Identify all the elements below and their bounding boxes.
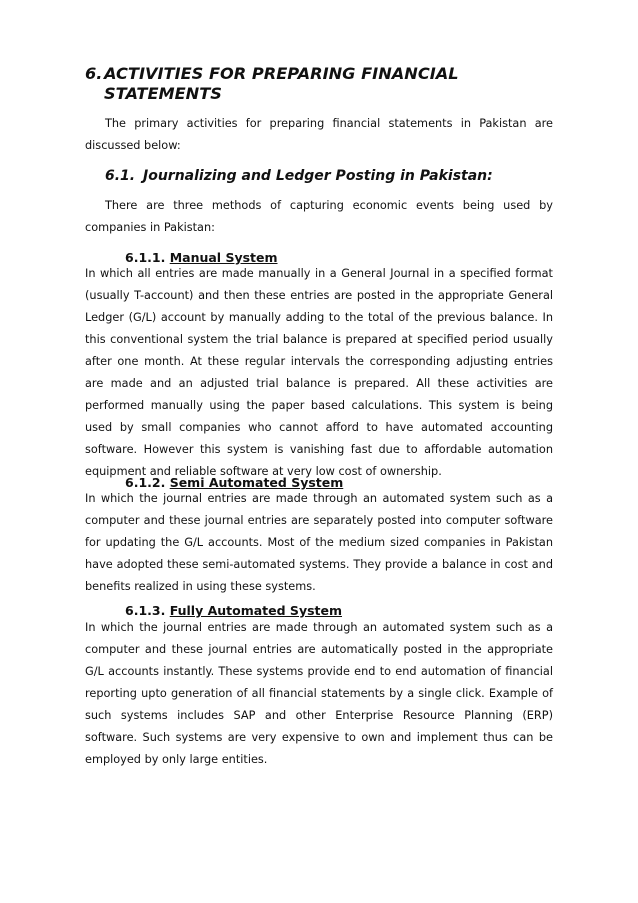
- fully-automated-system-paragraph: In which the journal entries are made through an automated system such as a computer and these journal entries are automatically posted in the appropriate G/L accounts instantly. These systems provide end to end automation of financial reporting upto generation of all financial statements by a single click. Example of such systems includes SAP and other Enterprise Resource Planning (ERP) software. Such systems are very expensive to own and implement thus can be employed by only large entities.: [85, 621, 553, 766]
- subsubsection-number: 6.1.3.: [125, 603, 166, 618]
- section-heading-text: ACTIVITIES FOR PREPARING FINANCIAL STATEMENTS: [104, 64, 459, 103]
- subsection-heading-number: 6.1.: [105, 168, 136, 184]
- subsection-heading: [105, 166, 493, 186]
- subsection-heading-text: Journalizing and Ledger Posting in Pakistan:: [143, 168, 493, 184]
- semi-automated-system-paragraph: In which the journal entries are made through an automated system such as a computer and these journal entries are separately posted into computer software for updating the G/L accounts. Most of the medium sized companies in Pakistan have adopted these semi-automated systems. They provide a balance in cost and benefits realized in using these systems.: [85, 492, 553, 593]
- subsubsection-title: Fully Automated System: [169, 603, 343, 618]
- manual-system-paragraph: In which all entries are made manually in a General Journal in a specified format (usually T-account) and then these entries are posted in the appropriate General Ledger (G/L) account by manually adding to the total of the previous balance. In this conventional system the trial balance is prepared at specified period usually after one month. At these regular intervals the corresponding adjusting entries are made and an adjusted trial balance is prepared. All these activities are performed manually using the paper based calculations. This system is being used by small companies who cannot afford to have automated accounting software. However this system is vanishing fast due to affordable automation equipment and reliable software at very low cost of ownership.: [85, 267, 553, 478]
- intro-paragraph: The primary activities for preparing financial statements in Pakistan are discussed below:: [85, 117, 553, 152]
- subsubsection-number: 6.1.1.: [125, 250, 166, 265]
- subsubsection-title: Manual System: [169, 250, 278, 265]
- subsubsection-title: Semi Automated System: [169, 475, 344, 490]
- methods-intro-paragraph: There are three methods of capturing economic events being used by companies in Pakistan:: [85, 199, 553, 234]
- section-heading: [85, 64, 555, 103]
- subsubsection-number: 6.1.2.: [125, 475, 166, 490]
- section-heading-number: 6.: [85, 64, 103, 83]
